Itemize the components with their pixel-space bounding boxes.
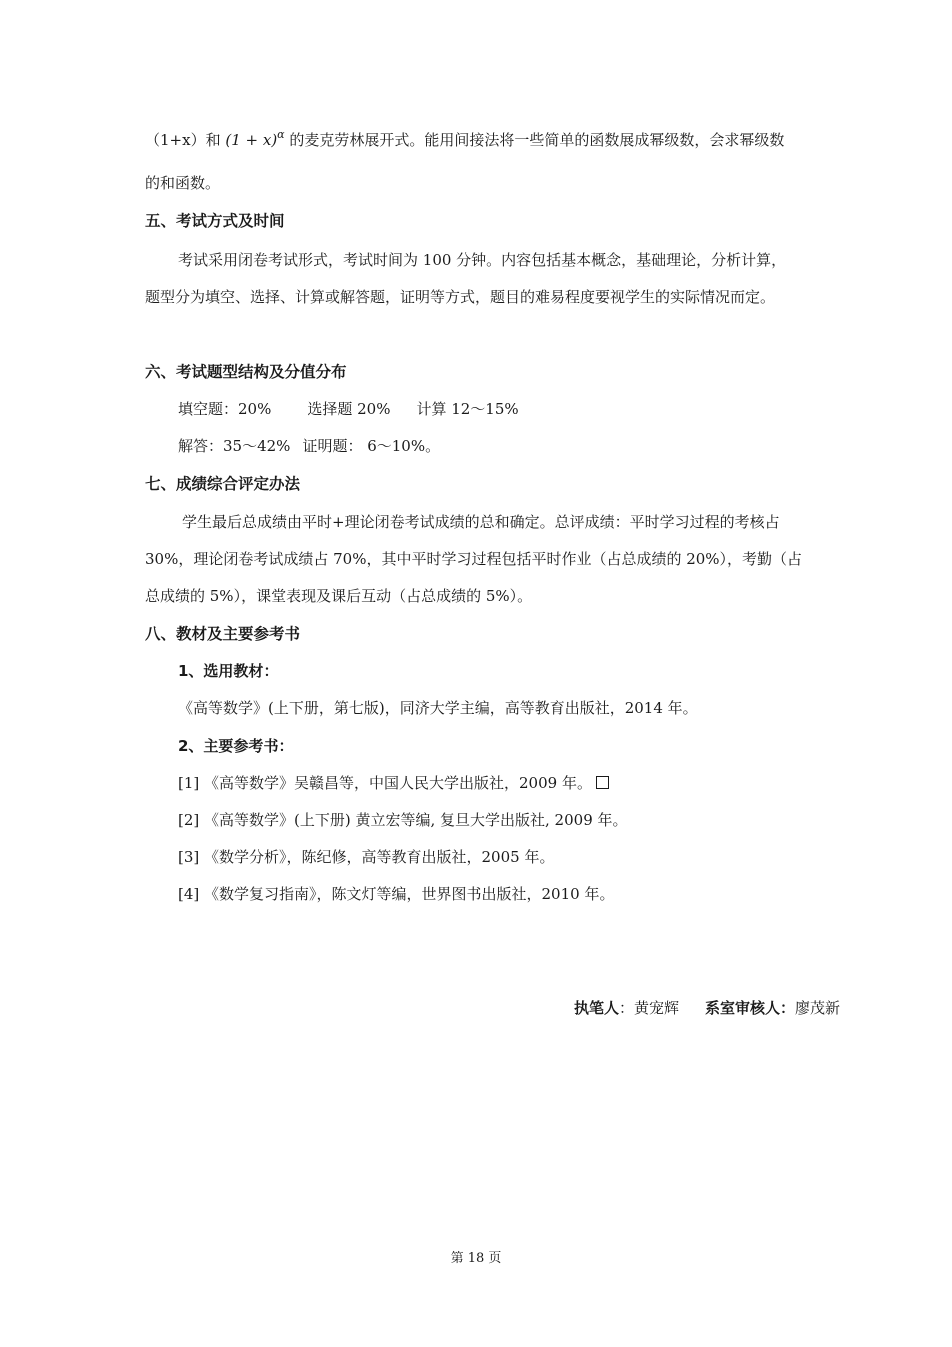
formula-base: (1 + x) — [225, 131, 278, 149]
section-8-title: 八、教材及主要参考书 — [145, 625, 301, 643]
intro-line-1 — [145, 130, 845, 152]
formula-exponent: α — [277, 128, 285, 141]
intro-text-b: 的麦克劳林展开式。能用间接法将一些简单的函数展成幂级数，会求幂级数 — [289, 131, 785, 149]
section-5-para-line-1: 考试采用闭卷考试形式，考试时间为 100 分钟。内容包括基本概念，基础理论，分析计算， — [178, 251, 787, 269]
section-7-para-line-2: 30%，理论闭卷考试成绩占 70%，其中平时学习过程包括平时作业（占总成绩的 20%），考勤（占 — [145, 550, 803, 568]
reference-item-4: [4] 《数学复习指南》，陈文灯等编，世界图书出版社，2010 年。 — [178, 885, 615, 903]
reference-item-1 — [178, 773, 843, 793]
score-fill-blank: 填空题：20% — [178, 400, 272, 418]
score-row-2 — [178, 436, 843, 456]
references-subheading: 2、主要参考书： — [178, 737, 294, 755]
checkbox-square-icon — [596, 776, 609, 789]
score-answer: 解答：35～42% — [178, 437, 291, 455]
page-number: 第 18 页 — [450, 1251, 502, 1266]
reviewer-name: 廖茂新 — [794, 999, 840, 1017]
author-name: ：黄宠辉 — [618, 999, 679, 1017]
intro-text-a: （1+x）和 — [145, 131, 221, 149]
textbook-entry: 《高等数学》(上下册，第七版)，同济大学主编，高等教育出版社，2014 年。 — [178, 699, 698, 717]
reference-text: [1] 《高等数学》吴赣昌等，中国人民大学出版社，2009 年。 — [178, 774, 592, 792]
section-7-title: 七、成绩综合评定办法 — [145, 475, 301, 493]
reference-item-3: [3] 《数学分析》，陈纪修，高等教育出版社，2005 年。 — [178, 848, 555, 866]
score-row-1 — [178, 399, 843, 419]
formula — [225, 128, 285, 149]
section-5-para-line-2: 题型分为填空、选择、计算或解答题，证明等方式，题目的难易程度要视学生的实际情况而定。 — [145, 288, 776, 306]
section-5-title: 五、考试方式及时间 — [145, 212, 285, 230]
section-7-para-line-3: 总成绩的 5%），课堂表现及课后互动（占总成绩的 5%）。 — [145, 587, 533, 605]
author-label: 执笔人 — [573, 999, 619, 1017]
section-7-para-line-1: 学生最后总成绩由平时+理论闭卷考试成绩的总和确定。总评成绩：平时学习过程的考核占 — [182, 513, 780, 531]
signature-line — [574, 998, 840, 1018]
reviewer-label: 系室审核人： — [704, 999, 795, 1017]
reference-item-2: [2] 《高等数学》(上下册) 黄立宏等编, 复旦大学出版社, 2009 年。 — [178, 811, 628, 829]
section-6-title: 六、考试题型结构及分值分布 — [145, 363, 347, 381]
textbook-subheading: 1、选用教材： — [178, 662, 279, 680]
intro-line-2: 的和函数。 — [145, 174, 221, 192]
score-calculation: 计算 12～15% — [416, 400, 519, 418]
score-proof: 证明题： 6～10%。 — [302, 437, 441, 455]
score-choice: 选择题 20% — [307, 400, 391, 418]
